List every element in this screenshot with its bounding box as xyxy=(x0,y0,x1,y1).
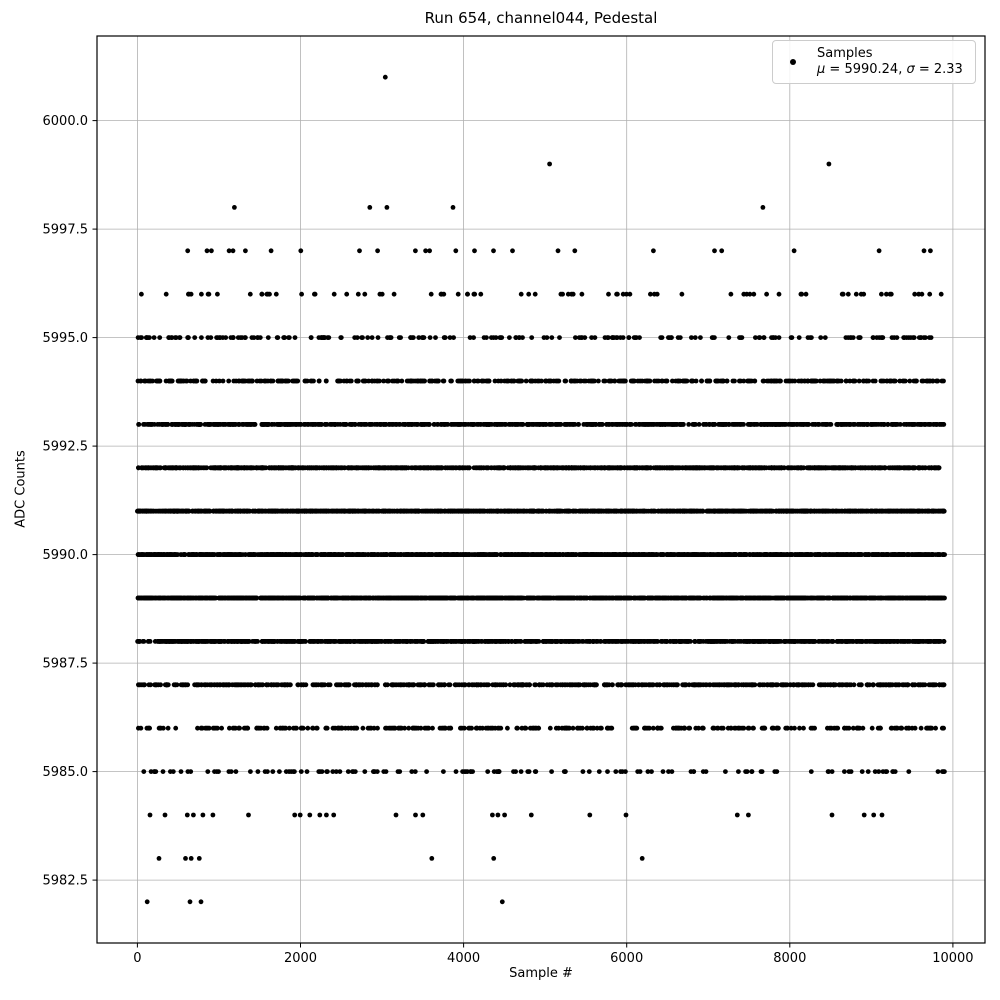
y-axis-label: ADC Counts xyxy=(13,450,29,528)
legend-text xyxy=(817,46,963,78)
x-tick-label: 4000 xyxy=(447,951,481,966)
y-tick-label: 6000.0 xyxy=(42,114,88,130)
y-tick-label: 5990.0 xyxy=(42,548,88,564)
scatter-points xyxy=(135,75,947,904)
x-axis-label: Sample # xyxy=(509,966,573,981)
y-tick-label: 5987.5 xyxy=(42,656,88,672)
x-tick-label: 0 xyxy=(133,951,142,966)
legend-marker-column xyxy=(781,59,805,65)
y-tick-label: 5995.0 xyxy=(42,331,88,347)
y-tick-label: 5982.5 xyxy=(42,873,88,889)
y-tick-label: 5985.0 xyxy=(42,765,88,781)
y-tick-label: 5997.5 xyxy=(42,222,88,238)
y-tick-label: 5992.5 xyxy=(42,439,88,455)
plot-border xyxy=(97,36,985,943)
x-tick-label: 8000 xyxy=(773,951,807,966)
chart-title: Run 654, channel044, Pedestal xyxy=(424,9,658,27)
legend-entry-samples: Samples xyxy=(817,46,873,61)
x-tick-label: 2000 xyxy=(283,951,318,966)
sample-marker-icon xyxy=(790,59,796,65)
legend-entry-stats: μ = 5990.24, σ = 2.33 xyxy=(817,62,963,77)
x-tick-label: 6000 xyxy=(610,951,644,966)
legend xyxy=(772,40,976,84)
x-tick-label: 10000 xyxy=(932,951,974,966)
